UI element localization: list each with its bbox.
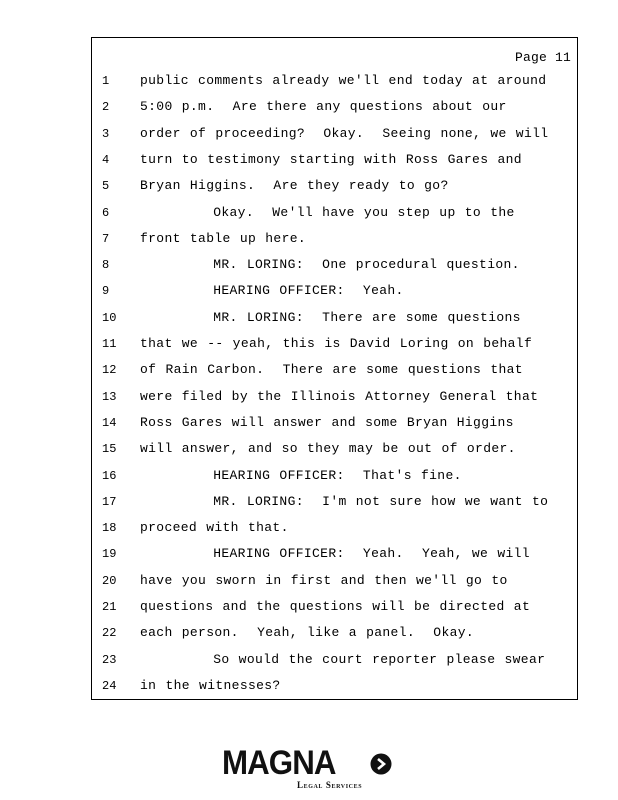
line-text: 5:00 p.m. Are there any questions about our: [140, 99, 507, 115]
transcript-line: [92, 94, 577, 120]
transcript-line: [92, 121, 577, 147]
line-text: were filed by the Illinois Attorney General that: [140, 388, 539, 404]
line-text: MR. LORING: I'm not sure how we want to: [140, 493, 549, 509]
transcript-line: [92, 620, 577, 646]
magna-logo: [222, 742, 397, 792]
transcript-line: [92, 147, 577, 173]
line-number: 9: [102, 284, 110, 299]
line-text: proceed with that.: [140, 520, 289, 536]
line-number: 17: [102, 494, 117, 509]
transcript-line: [92, 436, 577, 462]
line-text: public comments already we'll end today at around: [140, 73, 547, 88]
transcript-line: [92, 173, 577, 199]
line-number: 4: [102, 152, 110, 167]
line-text: MR. LORING: There are some questions: [140, 309, 521, 325]
line-number: 18: [102, 521, 117, 536]
transcript-line: [92, 515, 577, 541]
transcript-line: [92, 357, 577, 383]
line-text: HEARING OFFICER: That's fine.: [140, 467, 462, 483]
line-text: Okay. We'll have you step up to the: [140, 204, 515, 220]
line-text: HEARING OFFICER: Yeah.: [140, 283, 404, 299]
line-text: in the witnesses?: [140, 677, 281, 693]
transcript-line: [92, 647, 577, 673]
line-text: turn to testimony starting with Ross Gares and: [140, 151, 522, 167]
line-number: 20: [102, 573, 117, 588]
line-text: each person. Yeah, like a panel. Okay.: [140, 625, 475, 641]
line-text: Bryan Higgins. Are they ready to go?: [140, 178, 449, 194]
line-number: 13: [102, 389, 117, 404]
line-text: MR. LORING: One procedural question.: [140, 257, 520, 273]
line-number: 2: [102, 100, 110, 115]
transcript-line: [92, 68, 577, 94]
transcript-line: [92, 594, 577, 620]
line-text: HEARING OFFICER: Yeah. Yeah, we will: [140, 546, 530, 562]
line-text: questions and the questions will be directed at: [140, 599, 531, 614]
transcript-line: [92, 568, 577, 594]
line-text: that we -- yeah, this is David Loring on behalf: [140, 336, 533, 351]
transcript-line: [92, 489, 577, 515]
transcript-line: [92, 278, 577, 304]
line-number: 22: [102, 626, 117, 641]
line-number: 6: [102, 205, 110, 220]
transcript-page: [91, 37, 578, 700]
logo-subtitle: Legal Services: [297, 780, 363, 790]
line-number: 14: [102, 415, 117, 430]
line-number: 5: [102, 179, 110, 194]
line-number: 10: [102, 310, 117, 325]
line-number: 3: [102, 126, 110, 141]
line-text: have you sworn in first and then we'll go to: [140, 572, 508, 588]
transcript-line: [92, 673, 577, 699]
transcript-line: [92, 305, 577, 331]
line-number: 16: [102, 468, 117, 483]
transcript-line: [92, 200, 577, 226]
page-number: Page 11: [514, 50, 571, 65]
transcript-line: [92, 410, 577, 436]
transcript-line: [92, 541, 577, 567]
logo-wordmark: MAGNA: [222, 744, 336, 782]
line-number: 1: [102, 74, 110, 88]
line-number: 8: [102, 258, 110, 273]
transcript-line: [92, 226, 577, 252]
line-number: 12: [102, 363, 117, 378]
line-text: of Rain Carbon. There are some questions that: [140, 362, 523, 378]
line-text: front table up here.: [140, 230, 307, 246]
line-number: 7: [102, 231, 110, 246]
transcript-line: [92, 463, 577, 489]
line-text: Ross Gares will answer and some Bryan Higgins: [140, 414, 514, 430]
line-number: 11: [102, 337, 117, 351]
line-number: 23: [102, 652, 117, 667]
transcript-line: [92, 331, 577, 357]
transcript-line: [92, 384, 577, 410]
chevron-circle-icon: [370, 753, 392, 775]
line-number: 24: [102, 678, 117, 693]
line-number: 15: [102, 442, 117, 457]
line-text: order of proceeding? Okay. Seeing none, we will: [140, 125, 549, 141]
line-number: 19: [102, 547, 117, 562]
line-number: 21: [102, 600, 117, 614]
line-text: So would the court reporter please swear: [140, 651, 546, 667]
transcript-line: [92, 252, 577, 278]
line-text: will answer, and so they may be out of order.: [140, 441, 516, 457]
